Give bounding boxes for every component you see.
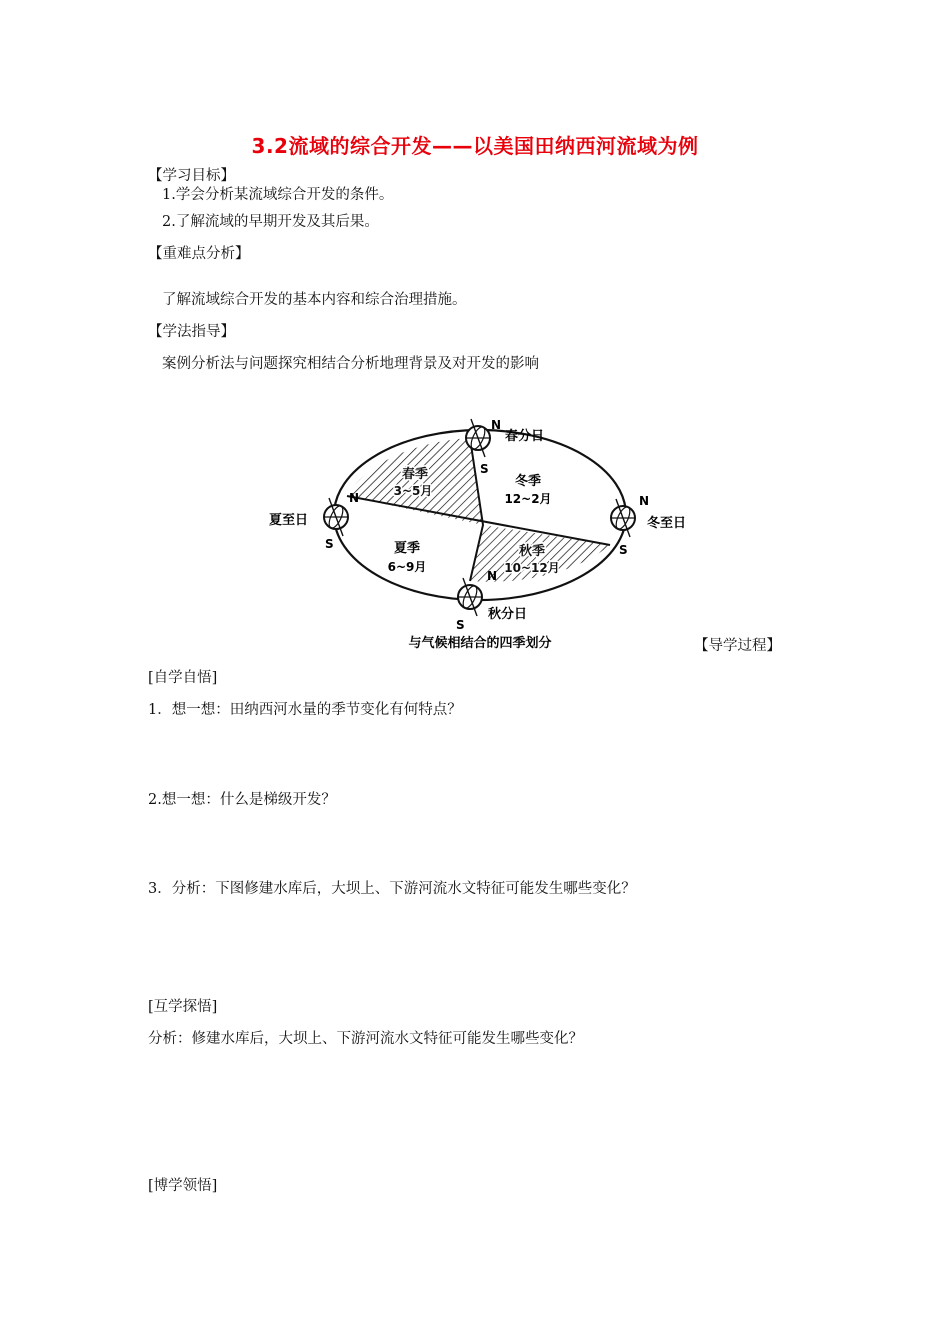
north-label-winter: N (639, 494, 650, 508)
south-label-summer: S (325, 537, 334, 551)
objective-item-2: 2.了解流域的早期开发及其后果。 (162, 214, 379, 230)
document-title: 3.2流域的综合开发——以美国田纳西河流域为例 (251, 134, 699, 158)
key-points-heading: 【重难点分析】 (148, 246, 250, 262)
figure-caption: 与气候相结合的四季划分 (408, 636, 552, 651)
north-label-spring: N (491, 418, 502, 432)
method-heading: 【学法指导】 (148, 324, 235, 340)
globe-autumn-equinox (458, 578, 482, 616)
broad-study-heading: [博学领悟] (148, 1178, 218, 1194)
winter-solstice-label: 冬至日 (647, 516, 687, 531)
north-label-summer: N (349, 491, 360, 505)
objective-item-1: 1.学会分析某流域综合开发的条件。 (162, 187, 394, 203)
summer-solstice-label: 夏至日 (269, 513, 309, 528)
mutual-study-text: 分析：修建水库后，大坝上、下游河流水文特征可能发生哪些变化？ (148, 1031, 583, 1047)
mutual-study-heading: [互学探悟] (148, 999, 218, 1015)
south-label-winter: S (619, 543, 628, 557)
north-label-autumn: N (487, 569, 498, 583)
season-orbit-diagram (255, 405, 705, 655)
south-label-spring: S (480, 462, 489, 476)
winter-season-name: 冬季 (514, 474, 542, 489)
winter-season-months: 12~2月 (504, 492, 552, 506)
self-study-heading: [自学自悟] (148, 670, 218, 686)
self-study-question-2: 2.想一想：什么是梯级开发？ (148, 792, 336, 808)
method-text: 案例分析法与问题探究相结合分析地理背景及对开发的影响 (162, 356, 539, 372)
summer-season-name: 夏季 (393, 541, 421, 556)
spring-equinox-label: 春分日 (505, 429, 545, 444)
guide-heading: 【导学过程】 (694, 638, 781, 654)
summer-season-months: 6~9月 (387, 560, 427, 574)
autumn-season-name: 秋季 (518, 544, 546, 559)
autumn-season-months: 10~12月 (504, 561, 560, 575)
self-study-question-3: 3．分析：下图修建水库后，大坝上、下游河流水文特征可能发生哪些变化？ (148, 881, 636, 897)
self-study-question-1: 1．想一想：田纳西河水量的季节变化有何特点？ (148, 702, 462, 718)
key-points-text: 了解流域综合开发的基本内容和综合治理措施。 (162, 292, 467, 308)
south-label-autumn: S (456, 618, 465, 632)
autumn-equinox-label: 秋分日 (488, 607, 528, 622)
spring-season-months: 3~5月 (393, 484, 433, 498)
spring-season-name: 春季 (401, 467, 429, 482)
objectives-heading: 【学习目标】 (148, 168, 235, 184)
